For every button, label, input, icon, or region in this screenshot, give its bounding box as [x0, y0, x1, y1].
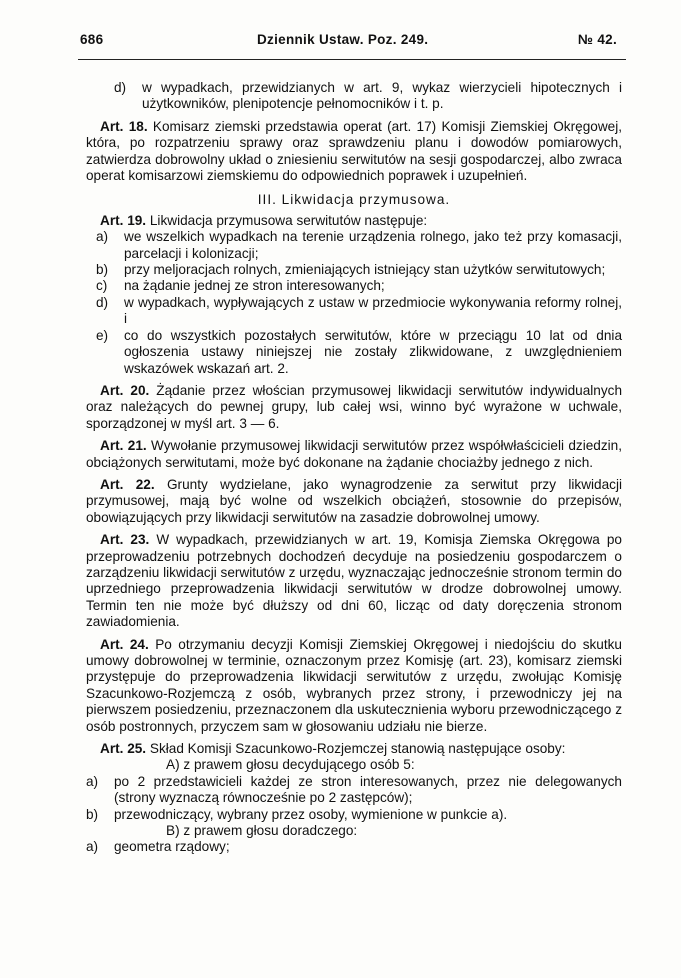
article-text: Skład Komisji Szacunkowo-Rozjemczej stanowią następujące osoby:	[149, 741, 566, 757]
list-item	[86, 295, 622, 328]
article-label: Art. 24.	[100, 636, 149, 652]
item-text: przy meljoracjach rolnych, zmieniających istniejący stan użytków serwitutowych;	[124, 262, 606, 278]
list-item	[86, 229, 622, 262]
article-label: Art. 23.	[100, 532, 150, 548]
item-text: co do wszystkich pozostałych serwitutów, które w przeciągu 10 lat od dnia ogłoszenia ustawy niniejszej nie zostały zlikwidowane, z uwzględnieniem wskazówek wskazań art. 2.	[124, 327, 622, 376]
group-a-heading: A) z prawem głosu decydującego osób 5:	[166, 757, 415, 773]
article-label: Art. 21.	[100, 438, 147, 454]
list-item	[86, 839, 622, 855]
article-18	[86, 119, 622, 185]
article-label: Art. 20.	[100, 382, 150, 398]
article-25	[86, 741, 622, 757]
article-22	[86, 477, 622, 526]
item-label: a)	[86, 839, 99, 855]
item-text: na żądanie jednej ze stron interesowanych;	[124, 278, 385, 294]
item-text: po 2 przedstawicieli każdej ze stron interesowanych, przez nie delegowanych (strony wyznaczą równocześnie po 2 zastępców);	[114, 773, 622, 806]
item-text: we wszelkich wypadkach na terenie urządzenia rolnego, jako też przy komasacji, parcelacji i kolonizacji;	[124, 229, 622, 261]
item-text: przewodniczący, wybrany przez osoby, wymienione w punkcie a).	[114, 806, 508, 822]
article-24	[86, 637, 622, 735]
item-label: d)	[96, 294, 109, 310]
item-label: d)	[114, 80, 127, 95]
article-text: W wypadkach, przewidzianych w art. 19, Komisja Ziemska Okręgowa po przeprowadzeniu potrzebnych dochodzeń decyduje na posiedzeniu gospodarczem o zarządzeniu likwidacji serwitutów z urzędu, wyznaczając jednocześnie stronom termin do uprzedniego przeprowadzenia likwidacji serwitutów w drodze dobrowolnej umowy. Termin ten nie może być dłuższy od dni 60, licząc od daty doręczenia stronom zawiadomienia.	[86, 532, 622, 630]
article-label: Art. 25.	[100, 741, 147, 757]
article-label: Art. 18.	[100, 118, 148, 134]
section-heading: III. Likwidacja przymusowa.	[257, 192, 451, 208]
document-body	[86, 80, 622, 856]
item-text: w wypadkach, wypływających z ustaw w przedmiocie wykonywania reformy rolnej, i	[124, 294, 622, 327]
journal-title: Dziennik Ustaw. Poz. 249.	[257, 32, 429, 47]
article-text: Grunty wydzielane, jako wynagrodzenie za serwitut przy likwidacji przymusowej, mają być wolne od wszelkich obciążeń, stosownie do przepisów, obowiązujących przy likwidacji serwitutów na zasadzie dobrowolnej umowy.	[86, 476, 622, 525]
item-label: b)	[86, 806, 99, 822]
item-text: w wypadkach, przewidzianych w art. 9, wykaz wierzycieli hipotecznych i użytkowników, plenipotencje pełnomocników i t. p.	[142, 80, 622, 112]
page-header	[80, 32, 625, 52]
issue-number: № 42.	[577, 32, 617, 47]
item-label: a)	[86, 773, 99, 789]
article-label: Art. 19.	[100, 212, 147, 228]
list-item	[86, 262, 622, 278]
list-item	[86, 328, 622, 377]
header-rule	[78, 59, 626, 60]
list-item	[86, 80, 622, 113]
item-text: geometra rządowy;	[114, 839, 230, 855]
group-b-heading: B) z prawem głosu doradczego:	[166, 823, 358, 839]
item-label: e)	[96, 327, 109, 343]
item-label: b)	[96, 262, 109, 278]
page-number: 686	[80, 32, 104, 47]
article-text: Komisarz ziemski przedstawia operat (art. 17) Komisji Ziemskiej Okręgowej, która, po rozpatrzeniu sprawy oraz sprawdzeniu planu i dowodów pomiarowych, zatwierdza dobrowolny układ o zniesieniu serwitutów na sesji gospodarczej, albo zwraca operat komisarzowi ziemskiemu do odpowiednich poprawek i uzupełnień.	[86, 118, 622, 184]
article-text: Żądanie przez włościan przymusowej likwidacji serwitutów indywidualnych oraz należących do pewnej grupy, lub całej wsi, winno być wyrażone w uchwale, sporządzonej w myśl art. 3 — 6.	[86, 382, 622, 431]
article-label: Art. 22.	[100, 476, 155, 492]
article-23	[86, 532, 622, 630]
item-label: c)	[96, 278, 108, 294]
list-item	[86, 774, 622, 807]
article-text: Po otrzymaniu decyzji Komisji Ziemskiej Okręgowej i niedojściu do skutku umowy dobrowolnej w terminie, oznaczonym przez Komisję (art. 23), komisarz ziemski przystępuje do przeprowadzenia likwidacji serwitutów z urzędu, zwołując Komisję Szacunkowo-Rozjemczą z osób, wybranych przez strony, i przewodniczy jej na pierwszem posiedzeniu, przeznaczonem dla uskutecznienia wyboru przewodniczącego z osób postronnych, przyczem sam w głosowaniu udziału nie bierze.	[86, 636, 622, 734]
article-19	[86, 213, 622, 229]
list-item	[86, 807, 622, 823]
article-text: Likwidacja przymusowa serwitutów następuje:	[149, 212, 428, 228]
list-item	[86, 278, 622, 294]
article-20	[86, 383, 622, 432]
article-text: Wywołanie przymusowej likwidacji serwitutów przez współwłaścicieli dziedzin, obciążonych serwitutami, może być dokonane na żądanie chociażby jednego z nich.	[86, 438, 622, 470]
article-21	[86, 438, 622, 471]
item-label: a)	[96, 229, 109, 245]
